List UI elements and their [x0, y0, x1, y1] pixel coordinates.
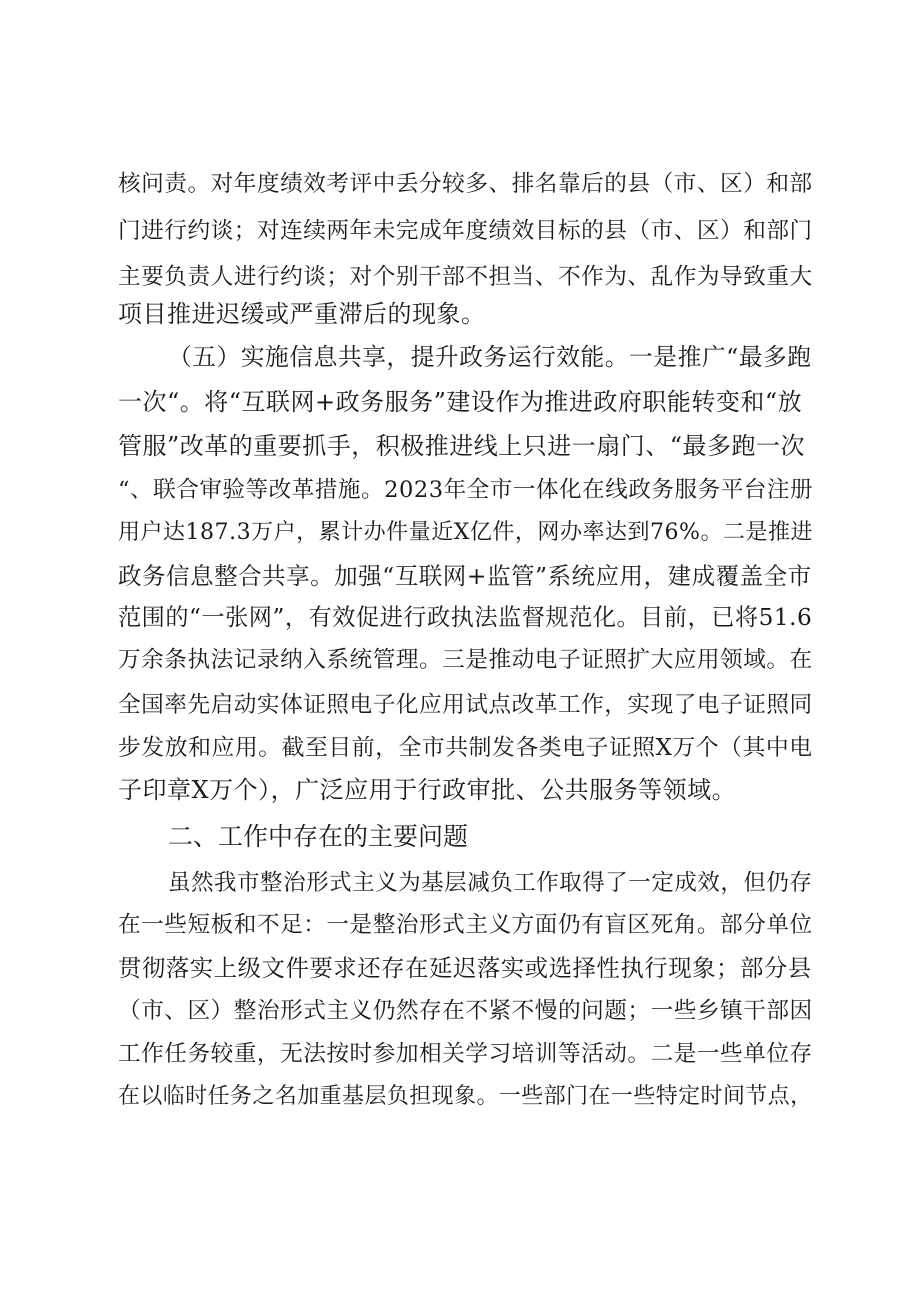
body-text-line: 全国率先启动实体证照电子化应用试点改革工作，实现了电子证照同 [118, 692, 813, 718]
body-text-line: 子印章X万个），广泛应用于行政审批、公共服务等领域。 [118, 776, 737, 804]
section-heading: 二、工作中存在的主要问题 [168, 822, 469, 851]
body-text-line: 在以临时任务之名加重基层负担现象。一些部门在一些特定时间节点， [118, 1084, 813, 1109]
body-text-line: 用户达187.3万户，累计办件量近X亿件，网办率达到76%。二是推进 [118, 520, 814, 545]
body-text-line: 在一些短板和不足：一是整治形式主义方面仍有盲区死角。部分单位 [118, 912, 813, 938]
body-text-line: 步发放和应用。截至目前，全市共制发各类电子证照X万个（其中电 [118, 735, 813, 761]
body-text-line: “、联合审验等改革措施。2023年全市一体化在线政务服务平台注册 [118, 477, 814, 503]
body-text-line: 主要负责人进行约谈；对个别干部不担当、不作为、乱作为导致重大 [118, 264, 813, 290]
body-text-line: 工作任务较重，无法按时参加相关学习培训等活动。二是一些单位存 [118, 1041, 813, 1067]
body-text-line: 一次“。将“互联网+政务服务”建设作为推进政府职能转变和“放 [118, 388, 803, 416]
body-text-line: 核问责。对年度绩效考评中丢分较多、排名靠后的县（市、区）和部 [118, 171, 813, 197]
body-text-line: （市、区）整治形式主义仍然存在不紧不慢的问题；一些乡镇干部因 [118, 998, 813, 1024]
body-text-line: 项目推进迟缓或严重滞后的现象。 [118, 300, 486, 328]
body-text-line: 虽然我市整治形式主义为基层减负工作取得了一定成效，但仍存 [168, 870, 813, 896]
body-text-line: 政务信息整合共享。加强“互联网+监管”系统应用，建成覆盖全市 [118, 562, 812, 590]
body-text-line: 万余条执法记录纳入系统管理。三是推动电子证照扩大应用领域。在 [118, 647, 813, 673]
body-text-line: （五）实施信息共享，提升政务运行效能。一是推广“最多跑 [168, 343, 812, 371]
body-text-line: 范围的“一张网”，有效促进行政执法监督规范化。目前，已将51.6 [118, 604, 813, 631]
body-text-line: 管服”改革的重要抓手，积极推进线上只进一扇门、“最多跑一次 [118, 432, 806, 460]
body-text-line: 门进行约谈；对连续两年未完成年度绩效目标的县（市、区）和部门 [118, 218, 813, 244]
body-text-line: 贯彻落实上级文件要求还存在延迟落实或选择性执行现象；部分县 [118, 954, 812, 982]
